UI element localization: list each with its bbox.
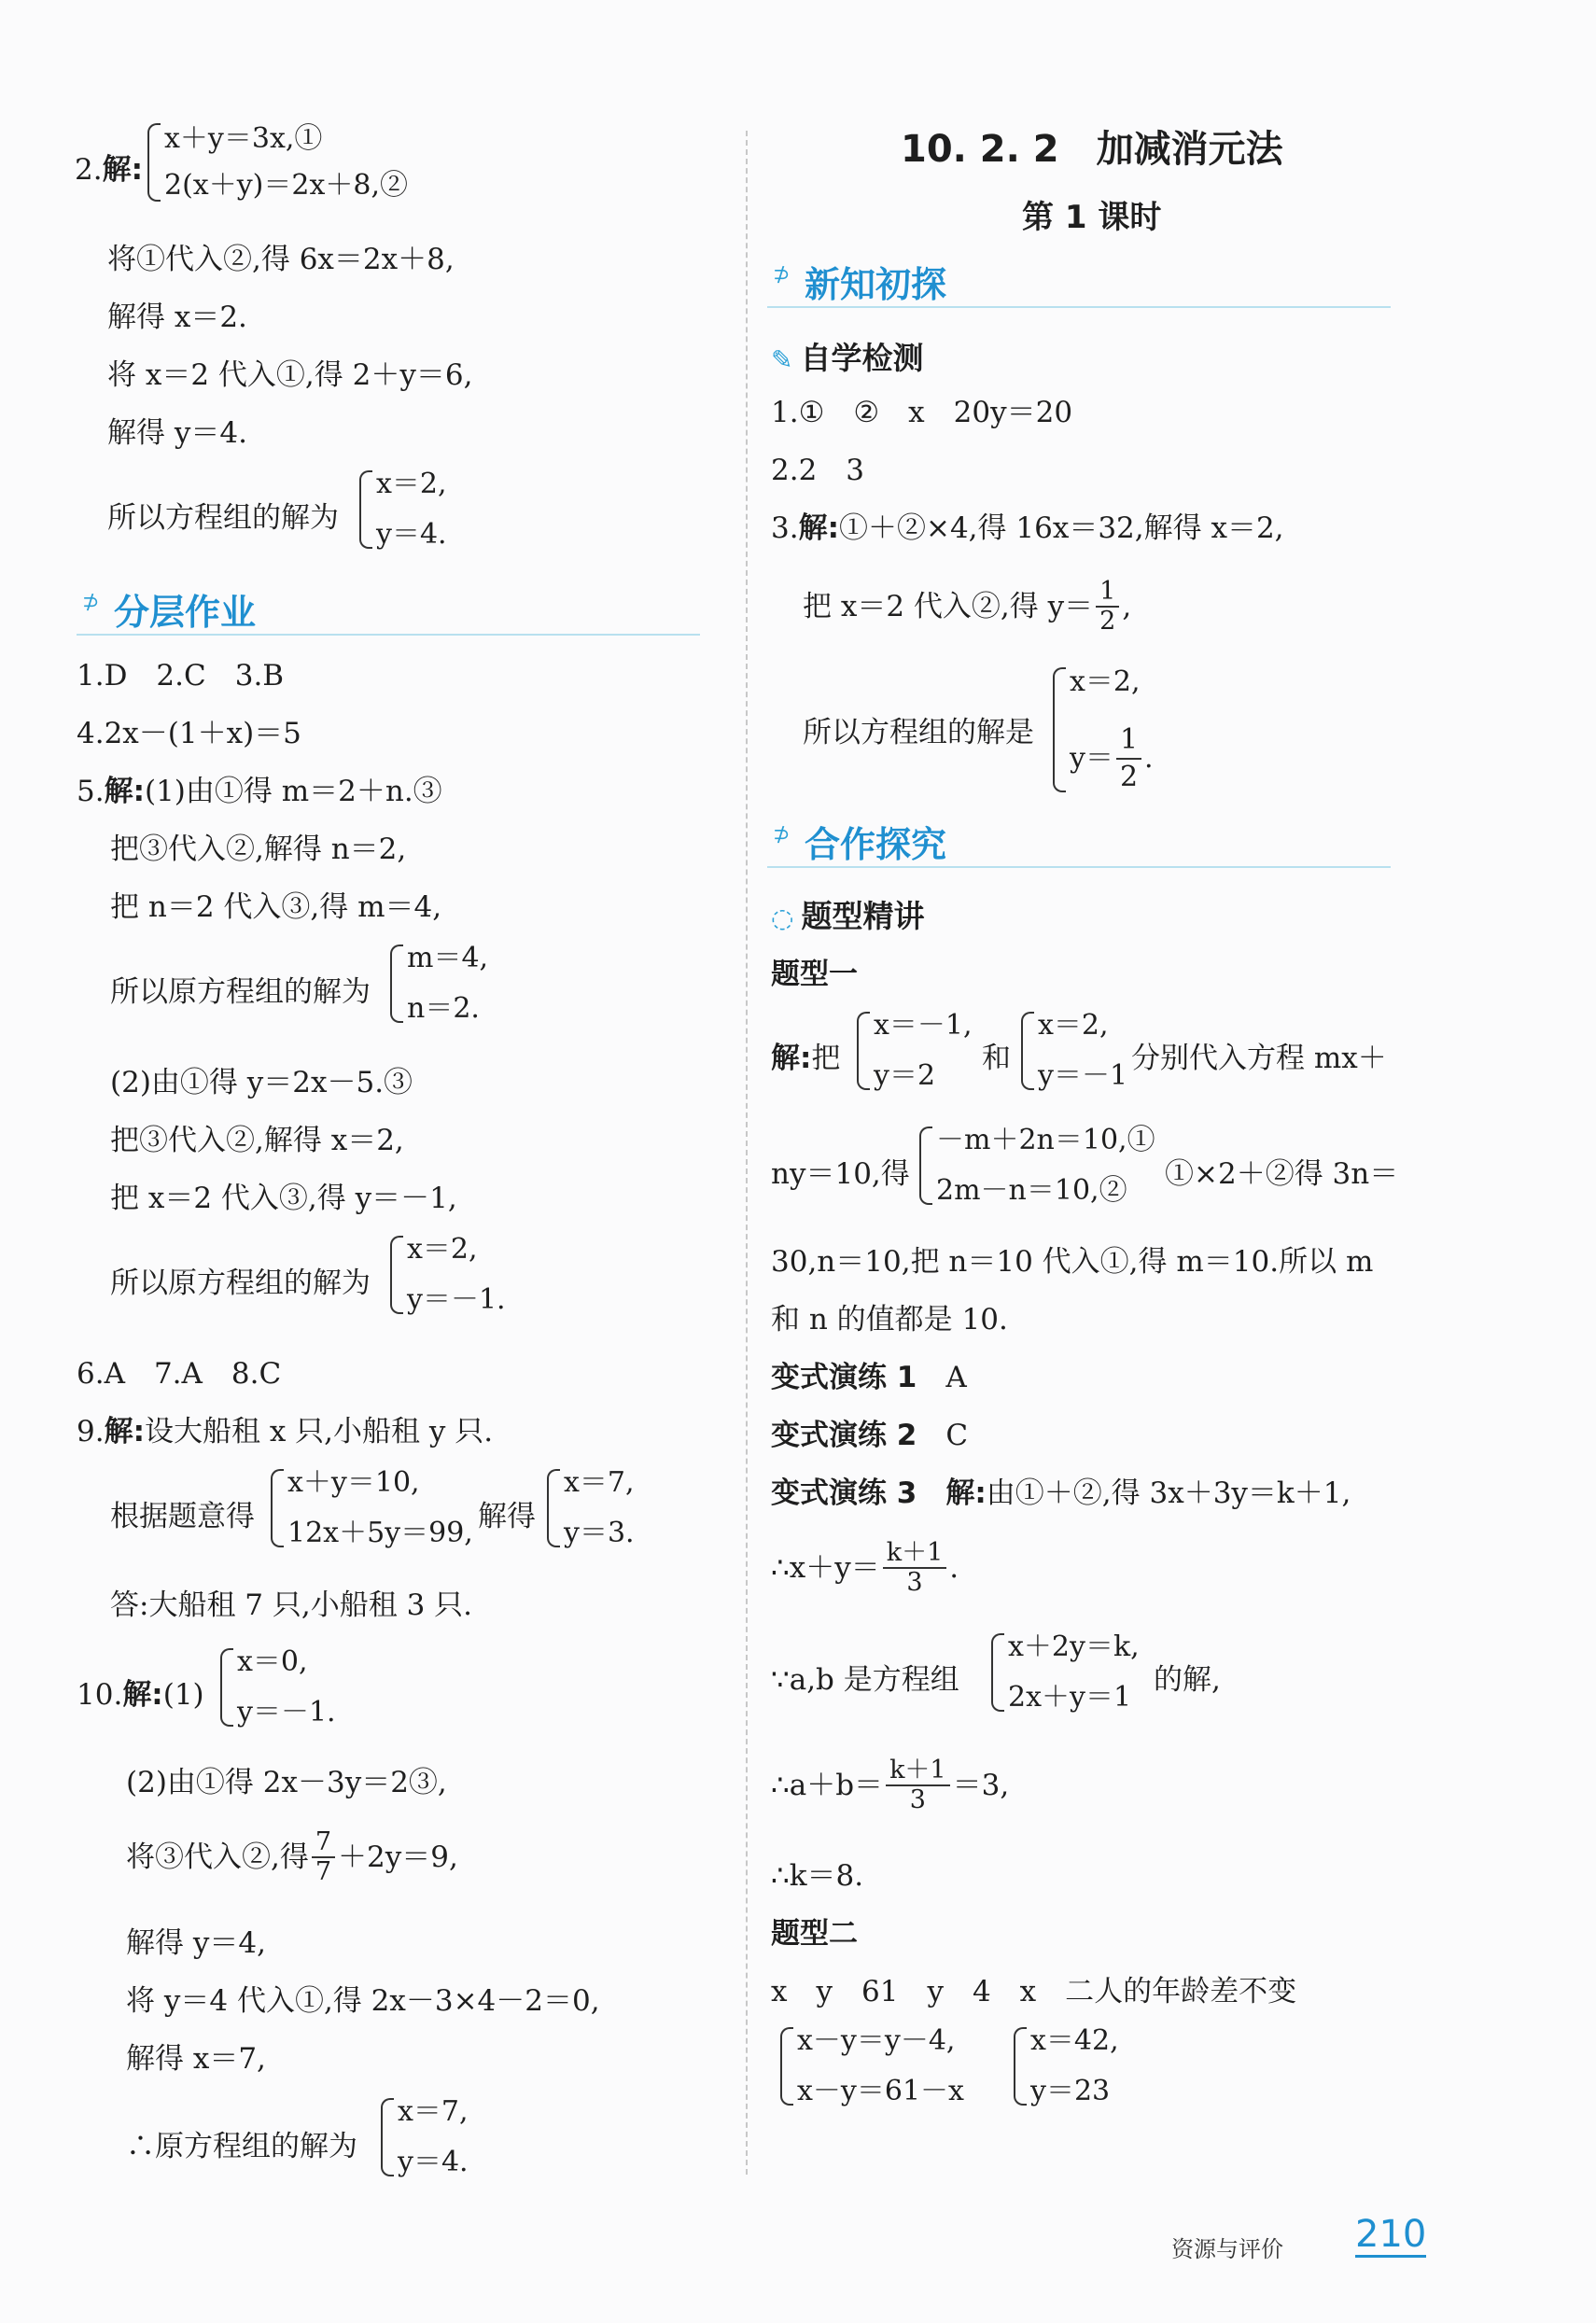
variant3-fraction-line: ∴x＋y＝ $\frac{k+1}{3}$ . bbox=[771, 1538, 959, 1597]
answer-prefix: 所以方程组的解为 bbox=[107, 501, 339, 535]
q9-system bbox=[271, 1465, 473, 1551]
answer-prefix: 所以原方程组的解为 bbox=[110, 975, 371, 1009]
text-line: 1.D 2.C 3.B bbox=[77, 659, 285, 693]
equation: y＝－1. bbox=[237, 1696, 336, 1728]
section-title: 合作探究 bbox=[805, 824, 947, 865]
text-line: ①×2＋②得 3n＝ bbox=[1165, 1157, 1399, 1191]
text-line: 分别代入方程 mx＋ bbox=[1131, 1042, 1387, 1075]
equation: y＝23 bbox=[1030, 2075, 1111, 2107]
text-line: 和 n 的值都是 10. bbox=[771, 1303, 1008, 1336]
section-new-knowledge bbox=[767, 254, 1391, 308]
text-line: 把 n＝2 代入③,得 m＝4, bbox=[110, 890, 442, 924]
equation: 2m－n＝10,② bbox=[936, 1174, 1127, 1207]
brace-icon bbox=[857, 1012, 870, 1090]
text-line: 30,n＝10,把 n＝10 代入①,得 m＝10.所以 m bbox=[771, 1245, 1374, 1279]
brace-icon bbox=[1053, 667, 1066, 792]
brace-icon bbox=[991, 1633, 1004, 1712]
fraction: $\frac{k+1}{3}$ bbox=[886, 1756, 950, 1814]
text-line: 4.2x－(1＋x)＝5 bbox=[77, 717, 301, 750]
text-line: 将 y＝4 代入①,得 2x－3×4－2＝0, bbox=[126, 1984, 600, 2018]
equation: x＝2, bbox=[407, 1233, 478, 1266]
equation: x－y＝y－4, bbox=[797, 2024, 956, 2057]
equation: x＝2, bbox=[1038, 1009, 1109, 1042]
q5-answer2-system bbox=[390, 1232, 506, 1318]
type1-equation-system bbox=[919, 1123, 1155, 1209]
bookmark-icon: ⊅ bbox=[773, 823, 791, 847]
text-line: ∴k＝8. bbox=[771, 1859, 864, 1893]
q10-answer-system bbox=[381, 2094, 469, 2180]
brace-icon bbox=[1014, 2027, 1027, 2106]
q10-line: 10.解:(1) bbox=[77, 1678, 204, 1712]
q2-answer-system bbox=[359, 467, 447, 553]
fraction: $\frac{1}{2}$ bbox=[1116, 722, 1141, 795]
text-line: (2)由①得 2x－3y＝2③, bbox=[126, 1766, 447, 1799]
text-line: x y 61 y 4 x 二人的年龄差不变 bbox=[771, 1975, 1297, 2008]
text-line: 6.A 7.A 8.C bbox=[77, 1357, 282, 1391]
bookmark-icon: ⊅ bbox=[82, 591, 100, 614]
variant2-line: 变式演练 2 C bbox=[771, 1419, 969, 1452]
variant3-fraction-line2: ∴a＋b＝ $\frac{k+1}{3}$ ＝3, bbox=[771, 1756, 1010, 1814]
equation: y＝－1. bbox=[407, 1283, 506, 1316]
fraction: $\frac{7}{7}$ bbox=[312, 1828, 335, 1886]
text-line: (2)由①得 y＝2x－5.③ bbox=[110, 1066, 413, 1099]
equation: y＝2 bbox=[874, 1059, 936, 1092]
q10-fraction-line: 将③代入②,得 $\frac{7}{7}$ ＋2y＝9, bbox=[126, 1827, 458, 1886]
q5-line: 5.解:(1)由①得 m＝2＋n.③ bbox=[77, 775, 442, 808]
text-line: 的解, bbox=[1154, 1663, 1221, 1697]
text-line: 解得 x＝2. bbox=[107, 301, 247, 334]
q2-system bbox=[147, 121, 408, 203]
column-divider bbox=[746, 131, 748, 2175]
q3-fraction-line: 把 x＝2 代入②,得 y＝ $\frac{1}{2}$ , bbox=[803, 577, 1132, 636]
text-line: ∵a,b 是方程组 bbox=[771, 1663, 959, 1697]
text-line: 答:大船租 7 只,小船租 3 只. bbox=[110, 1588, 473, 1622]
equation: 12x＋5y＝99, bbox=[287, 1517, 473, 1549]
equation: y＝－1 bbox=[1038, 1059, 1128, 1092]
type1-systemA bbox=[857, 1008, 973, 1094]
answer-prefix: 所以方程组的解是 bbox=[803, 716, 1034, 749]
equation: y＝4. bbox=[398, 2146, 469, 2178]
equation: 2(x＋y)＝2x＋8,② bbox=[164, 169, 408, 202]
fraction: $\frac{k+1}{3}$ bbox=[883, 1539, 947, 1597]
text-line: ny＝10,得 bbox=[771, 1157, 910, 1191]
equation: x＋2y＝k, bbox=[1008, 1630, 1140, 1663]
equation: n＝2. bbox=[407, 992, 480, 1025]
brace-icon bbox=[271, 1469, 284, 1547]
text-line: 解得 x＝7, bbox=[126, 2042, 266, 2076]
answer-prefix: 所以原方程组的解为 bbox=[110, 1266, 371, 1300]
flame-icon: ◌ bbox=[771, 903, 794, 933]
lesson-subtitle: 第 1 课时 bbox=[1022, 199, 1162, 236]
equation: m＝4, bbox=[407, 942, 489, 974]
text-line: 解得 y＝4. bbox=[107, 416, 247, 450]
equation: y＝3. bbox=[564, 1517, 635, 1549]
brace-icon bbox=[359, 470, 372, 549]
equation: x＝－1, bbox=[874, 1009, 973, 1042]
brace-icon bbox=[147, 123, 161, 202]
text-line: 把③代入②,解得 x＝2, bbox=[110, 1124, 404, 1157]
text-line: 把③代入②,解得 n＝2, bbox=[110, 833, 407, 866]
type2-systemB bbox=[1014, 2023, 1119, 2109]
equation: y＝4. bbox=[376, 518, 447, 551]
brace-icon bbox=[220, 1648, 233, 1727]
brace-icon bbox=[390, 1236, 403, 1314]
q5-answer1-system bbox=[390, 941, 488, 1027]
q9-solution-system bbox=[547, 1465, 635, 1551]
variant1-line: 变式演练 1 A bbox=[771, 1361, 967, 1394]
brace-icon bbox=[919, 1127, 932, 1205]
q2-label: 2.解: bbox=[75, 153, 143, 187]
text-line: 2.2 3 bbox=[771, 454, 865, 487]
text-line: 将①代入②,得 6x＝2x＋8, bbox=[107, 243, 455, 276]
type2-systemA bbox=[780, 2023, 964, 2109]
fraction: $\frac{1}{2}$ bbox=[1096, 578, 1119, 636]
brace-icon bbox=[390, 945, 403, 1023]
type2-label: 题型二 bbox=[771, 1917, 858, 1951]
subsection-question-types: ◌ 题型精讲 bbox=[771, 898, 925, 934]
text-line: 将 x＝2 代入①,得 2＋y＝6, bbox=[107, 358, 473, 392]
text-line: 1.① ② x 20y＝20 bbox=[771, 396, 1073, 429]
brace-icon bbox=[780, 2027, 793, 2106]
page-number: 210 bbox=[1355, 2213, 1427, 2256]
q9-prefix: 根据题意得 bbox=[110, 1500, 255, 1533]
brace-icon bbox=[381, 2098, 394, 2176]
variant3-line: 变式演练 3 解:由①＋②,得 3x＋3y＝k＋1, bbox=[771, 1476, 1351, 1510]
equation: x＝42, bbox=[1030, 2024, 1119, 2057]
equation: 2x＋y＝1 bbox=[1008, 1681, 1132, 1714]
q9-mid: 解得 bbox=[478, 1500, 536, 1533]
type1-mid: 和 bbox=[982, 1042, 1011, 1075]
equation: x＝7, bbox=[564, 1466, 635, 1499]
section-cooperative bbox=[767, 814, 1391, 868]
equation: x＋y＝3x,① bbox=[164, 122, 323, 155]
type1-label: 题型一 bbox=[771, 958, 858, 991]
subsection-self-check: ✎ 自学检测 bbox=[771, 340, 924, 376]
type1-line1-pre: 解:把 bbox=[771, 1042, 841, 1075]
q10-system1 bbox=[220, 1644, 336, 1730]
equation: y＝ $\frac{1}{2}$ . bbox=[1070, 723, 1154, 793]
equation: x＝7, bbox=[398, 2095, 469, 2128]
section-title: 分层作业 bbox=[114, 592, 257, 633]
q9-line: 9.解:设大船租 x 只,小船租 y 只. bbox=[77, 1415, 494, 1448]
q3-answer-system bbox=[1053, 665, 1154, 795]
equation: x＋y＝10, bbox=[287, 1466, 420, 1499]
type1-systemB bbox=[1021, 1008, 1127, 1094]
section-homework bbox=[77, 581, 700, 636]
equation: x－y＝61－x bbox=[797, 2075, 964, 2107]
equation: x＝2, bbox=[376, 468, 447, 500]
variant3-system bbox=[991, 1630, 1140, 1715]
equation: －m＋2n＝10,① bbox=[936, 1124, 1155, 1156]
brace-icon bbox=[1021, 1012, 1034, 1090]
equation: x＝2, bbox=[1070, 665, 1141, 698]
answer-prefix: ∴原方程组的解为 bbox=[126, 2130, 357, 2163]
q3-line: 3.解:①＋②×4,得 16x＝32,解得 x＝2, bbox=[771, 511, 1284, 545]
footer-label: 资源与评价 bbox=[1171, 2236, 1283, 2262]
bookmark-icon: ⊅ bbox=[773, 263, 791, 287]
section-title: 新知初探 bbox=[805, 264, 947, 305]
brace-icon bbox=[547, 1469, 560, 1547]
equation: x＝0, bbox=[237, 1645, 308, 1678]
page-title: 10. 2. 2 加减消元法 bbox=[901, 128, 1283, 171]
text-line: 解得 y＝4, bbox=[126, 1926, 266, 1960]
text-line: 把 x＝2 代入③,得 y＝－1, bbox=[110, 1182, 457, 1215]
pencil-icon: ✎ bbox=[771, 344, 793, 375]
